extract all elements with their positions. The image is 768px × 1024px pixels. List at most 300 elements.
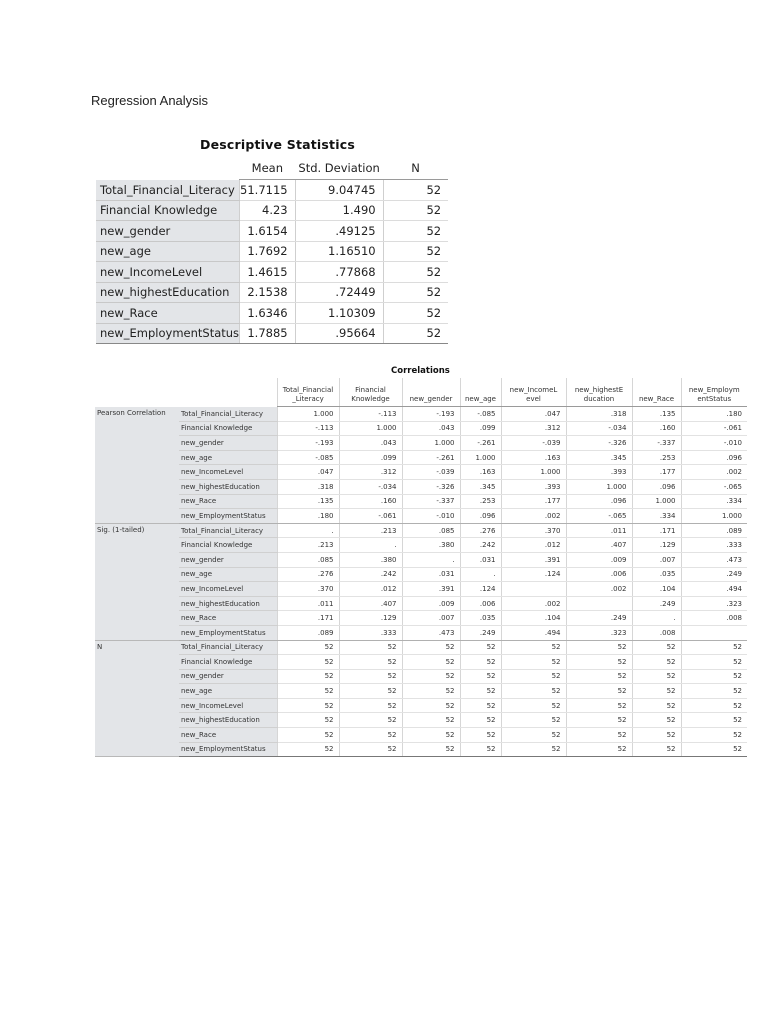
cell-value: .096 <box>460 509 501 524</box>
cell-value: 52 <box>277 698 339 713</box>
cell-value: .242 <box>339 567 402 582</box>
cell-value: .323 <box>566 625 632 640</box>
cell-value: .135 <box>632 407 681 422</box>
cell-value: -.065 <box>566 509 632 524</box>
cell-value: . <box>632 611 681 626</box>
cell-value: .333 <box>339 625 402 640</box>
variable-label: new_highestEducation <box>179 713 277 728</box>
cell-value: 52 <box>402 684 460 699</box>
cell-value: .473 <box>402 625 460 640</box>
cell-value: .249 <box>566 611 632 626</box>
variable-label: Total_Financial_Literacy <box>179 407 277 422</box>
cell-value: 52 <box>339 669 402 684</box>
cell-value: 52 <box>402 742 460 757</box>
cell-value: . <box>460 567 501 582</box>
cell-value: -.326 <box>566 436 632 451</box>
table-row <box>95 698 747 713</box>
cell-value: 52 <box>277 713 339 728</box>
table-row <box>95 407 747 422</box>
variable-label: Financial Knowledge <box>179 655 277 670</box>
mean-value: 1.6346 <box>240 303 296 324</box>
cell-value: .007 <box>402 611 460 626</box>
cell-value: .370 <box>277 582 339 597</box>
cell-value: .334 <box>681 494 747 509</box>
cell-value: .035 <box>632 567 681 582</box>
cell-value: 1.000 <box>501 465 566 480</box>
cell-value: 52 <box>339 728 402 743</box>
table-row <box>95 728 747 743</box>
cell-value: 52 <box>277 742 339 757</box>
cell-value: -.193 <box>277 436 339 451</box>
table-row <box>96 221 448 242</box>
cell-value: .008 <box>681 611 747 626</box>
cell-value: .129 <box>632 538 681 553</box>
n-value: 52 <box>383 221 448 242</box>
cell-value: .160 <box>632 421 681 436</box>
cell-value: .177 <box>632 465 681 480</box>
cell-value: -.085 <box>277 450 339 465</box>
column-header: Total_Financial _Literacy <box>277 378 339 407</box>
descriptive-statistics-table <box>96 157 448 344</box>
cell-value: 52 <box>460 684 501 699</box>
cell-value: .249 <box>681 567 747 582</box>
mean-value: 4.23 <box>240 200 296 221</box>
cell-value: -.065 <box>681 479 747 494</box>
cell-value: .213 <box>277 538 339 553</box>
row-label: new_IncomeLevel <box>96 262 240 283</box>
table-row <box>95 436 747 451</box>
std-deviation-value: .95664 <box>295 323 383 344</box>
cell-value: 52 <box>402 655 460 670</box>
variable-label: new_gender <box>179 552 277 567</box>
cell-value: 52 <box>501 640 566 655</box>
variable-label: new_EmploymentStatus <box>179 625 277 640</box>
table-row <box>95 713 747 728</box>
cell-value: .171 <box>277 611 339 626</box>
mean-value: 1.6154 <box>240 221 296 242</box>
variable-label: new_IncomeLevel <box>179 698 277 713</box>
variable-label: new_gender <box>179 436 277 451</box>
cell-value: .006 <box>566 567 632 582</box>
cell-value: 52 <box>460 669 501 684</box>
cell-value: 52 <box>460 728 501 743</box>
cell-value: 52 <box>460 742 501 757</box>
cell-value: .163 <box>460 465 501 480</box>
row-label: new_highestEducation <box>96 282 240 303</box>
cell-value: .002 <box>566 582 632 597</box>
table-row <box>95 465 747 480</box>
cell-value: .180 <box>277 509 339 524</box>
row-label: new_Race <box>96 303 240 324</box>
std-deviation-value: .77868 <box>295 262 383 283</box>
variable-label: new_EmploymentStatus <box>179 742 277 757</box>
cell-value: .099 <box>339 450 402 465</box>
cell-value: 52 <box>460 640 501 655</box>
cell-value: -.337 <box>402 494 460 509</box>
cell-value: 52 <box>402 640 460 655</box>
cell-value: 52 <box>501 742 566 757</box>
cell-value: .494 <box>681 582 747 597</box>
cell-value: 52 <box>339 684 402 699</box>
cell-value: -.326 <box>402 479 460 494</box>
cell-value: -.061 <box>681 421 747 436</box>
cell-value: 52 <box>566 728 632 743</box>
cell-value: 52 <box>681 669 747 684</box>
table-row <box>95 742 747 757</box>
variable-label: Financial Knowledge <box>179 538 277 553</box>
table-row <box>96 282 448 303</box>
corner-cell <box>96 157 240 180</box>
table-row <box>95 567 747 582</box>
correlations-table <box>95 378 747 757</box>
table-row <box>95 552 747 567</box>
table-row <box>95 655 747 670</box>
cell-value: .213 <box>339 523 402 538</box>
cell-value: .393 <box>501 479 566 494</box>
table-row <box>95 523 747 538</box>
cell-value: .012 <box>501 538 566 553</box>
cell-value: .011 <box>566 523 632 538</box>
table-row <box>95 479 747 494</box>
cell-value: 1.000 <box>566 479 632 494</box>
column-header: new_age <box>460 378 501 407</box>
cell-value: .345 <box>460 479 501 494</box>
variable-label: new_age <box>179 567 277 582</box>
group-label: Sig. (1-tailed) <box>95 523 179 640</box>
row-label: new_gender <box>96 221 240 242</box>
cell-value: .009 <box>402 596 460 611</box>
cell-value: 52 <box>339 655 402 670</box>
cell-value: 52 <box>566 742 632 757</box>
table-row <box>96 323 448 344</box>
column-header: new_Employm entStatus <box>681 378 747 407</box>
cell-value: 52 <box>681 640 747 655</box>
cell-value: -.061 <box>339 509 402 524</box>
cell-value: .163 <box>501 450 566 465</box>
mean-value: 1.7885 <box>240 323 296 344</box>
cell-value: .124 <box>460 582 501 597</box>
cell-value: .323 <box>681 596 747 611</box>
cell-value: .333 <box>681 538 747 553</box>
cell-value: 52 <box>566 655 632 670</box>
cell-value: 52 <box>681 728 747 743</box>
cell-value: .129 <box>339 611 402 626</box>
n-value: 52 <box>383 323 448 344</box>
table-row <box>95 421 747 436</box>
descriptive-statistics-title: Descriptive Statistics <box>200 137 355 152</box>
cell-value: 52 <box>681 684 747 699</box>
cell-value: 52 <box>402 669 460 684</box>
variable-label: new_gender <box>179 669 277 684</box>
row-label: new_age <box>96 241 240 262</box>
cell-value: -.261 <box>402 450 460 465</box>
cell-value: .043 <box>402 421 460 436</box>
cell-value: 52 <box>402 728 460 743</box>
variable-label: new_EmploymentStatus <box>179 509 277 524</box>
variable-label: Total_Financial_Literacy <box>179 523 277 538</box>
cell-value: .006 <box>460 596 501 611</box>
cell-value: 1.000 <box>402 436 460 451</box>
n-value: 52 <box>383 262 448 283</box>
cell-value: 52 <box>566 640 632 655</box>
cell-value: 1.000 <box>681 509 747 524</box>
cell-value: 52 <box>632 728 681 743</box>
cell-value: 52 <box>632 742 681 757</box>
table-row <box>95 582 747 597</box>
cell-value: .008 <box>632 625 681 640</box>
cell-value: 52 <box>566 669 632 684</box>
cell-value: 52 <box>632 640 681 655</box>
table-row <box>95 538 747 553</box>
cell-value: .135 <box>277 494 339 509</box>
cell-value: 1.000 <box>277 407 339 422</box>
cell-value: .002 <box>501 596 566 611</box>
cell-value: .407 <box>566 538 632 553</box>
variable-label: new_IncomeLevel <box>179 465 277 480</box>
cell-value: 52 <box>339 742 402 757</box>
row-label: Total_Financial_Literacy <box>96 180 240 201</box>
cell-value: . <box>402 552 460 567</box>
cell-value: 52 <box>402 713 460 728</box>
cell-value: 52 <box>681 698 747 713</box>
cell-value: .085 <box>402 523 460 538</box>
table-row <box>95 625 747 640</box>
table-row <box>95 450 747 465</box>
std-deviation-value: 1.490 <box>295 200 383 221</box>
std-deviation-value: .72449 <box>295 282 383 303</box>
cell-value: .089 <box>277 625 339 640</box>
cell-value: 52 <box>277 684 339 699</box>
column-header-mean: Mean <box>240 157 296 180</box>
corner-cell-group <box>95 378 179 407</box>
std-deviation-value: .49125 <box>295 221 383 242</box>
cell-value: 52 <box>501 669 566 684</box>
cell-value: -.193 <box>402 407 460 422</box>
cell-value: .160 <box>339 494 402 509</box>
cell-value: .047 <box>501 407 566 422</box>
cell-value: .380 <box>402 538 460 553</box>
group-label: N <box>95 640 179 757</box>
cell-value: -.085 <box>460 407 501 422</box>
variable-label: new_age <box>179 450 277 465</box>
cell-value: .249 <box>632 596 681 611</box>
variable-label: new_highestEducation <box>179 596 277 611</box>
cell-value: .099 <box>460 421 501 436</box>
cell-value: 52 <box>460 655 501 670</box>
document-heading: Regression Analysis <box>91 93 209 108</box>
cell-value: .047 <box>277 465 339 480</box>
mean-value: 1.4615 <box>240 262 296 283</box>
cell-value: 1.000 <box>339 421 402 436</box>
cell-value: .345 <box>566 450 632 465</box>
cell-value: 52 <box>566 713 632 728</box>
variable-label: Total_Financial_Literacy <box>179 640 277 655</box>
cell-value: .370 <box>501 523 566 538</box>
column-header-n: N <box>383 157 448 180</box>
cell-value: .180 <box>681 407 747 422</box>
cell-value: 52 <box>681 655 747 670</box>
variable-label: new_Race <box>179 728 277 743</box>
cell-value: .253 <box>460 494 501 509</box>
correlations-title: Correlations <box>391 366 450 376</box>
cell-value: -.034 <box>566 421 632 436</box>
table-row <box>96 200 448 221</box>
cell-value: .391 <box>402 582 460 597</box>
variable-label: new_Race <box>179 494 277 509</box>
cell-value: .407 <box>339 596 402 611</box>
n-value: 52 <box>383 241 448 262</box>
cell-value: .002 <box>501 509 566 524</box>
cell-value: -.010 <box>402 509 460 524</box>
variable-label: new_IncomeLevel <box>179 582 277 597</box>
cell-value <box>681 625 747 640</box>
cell-value <box>501 582 566 597</box>
cell-value: .124 <box>501 567 566 582</box>
n-value: 52 <box>383 282 448 303</box>
cell-value: .318 <box>277 479 339 494</box>
cell-value: -.039 <box>501 436 566 451</box>
table-row <box>96 303 448 324</box>
variable-label: new_Race <box>179 611 277 626</box>
cell-value: .171 <box>632 523 681 538</box>
cell-value: 52 <box>339 713 402 728</box>
corner-cell-variable <box>179 378 277 407</box>
table-row <box>95 494 747 509</box>
cell-value: 52 <box>632 684 681 699</box>
column-header-std-deviation: Std. Deviation <box>295 157 383 180</box>
cell-value: .253 <box>632 450 681 465</box>
cell-value: .011 <box>277 596 339 611</box>
cell-value: 52 <box>632 698 681 713</box>
cell-value: 52 <box>277 640 339 655</box>
cell-value: .276 <box>277 567 339 582</box>
cell-value: .312 <box>501 421 566 436</box>
cell-value: -.261 <box>460 436 501 451</box>
group-label: Pearson Correlation <box>95 407 179 524</box>
cell-value: 52 <box>501 698 566 713</box>
table-row <box>95 669 747 684</box>
cell-value: 52 <box>566 684 632 699</box>
mean-value: 2.1538 <box>240 282 296 303</box>
variable-label: Financial Knowledge <box>179 421 277 436</box>
mean-value: 1.7692 <box>240 241 296 262</box>
table-row <box>96 262 448 283</box>
cell-value: .096 <box>566 494 632 509</box>
n-value: 52 <box>383 303 448 324</box>
cell-value: . <box>339 538 402 553</box>
cell-value: 52 <box>632 655 681 670</box>
std-deviation-value: 1.16510 <box>295 241 383 262</box>
cell-value: 52 <box>501 684 566 699</box>
variable-label: new_age <box>179 684 277 699</box>
cell-value: 52 <box>402 698 460 713</box>
cell-value: 52 <box>566 698 632 713</box>
cell-value: .393 <box>566 465 632 480</box>
cell-value: .043 <box>339 436 402 451</box>
mean-value: 51.7115 <box>240 180 296 201</box>
n-value: 52 <box>383 180 448 201</box>
column-header: new_IncomeL evel <box>501 378 566 407</box>
cell-value: 52 <box>277 655 339 670</box>
cell-value: 52 <box>501 728 566 743</box>
column-header: Financial Knowledge <box>339 378 402 407</box>
cell-value <box>566 596 632 611</box>
cell-value: 52 <box>681 742 747 757</box>
table-row <box>96 241 448 262</box>
column-header: new_Race <box>632 378 681 407</box>
std-deviation-value: 1.10309 <box>295 303 383 324</box>
cell-value: .249 <box>460 625 501 640</box>
table-row <box>95 509 747 524</box>
cell-value: .104 <box>632 582 681 597</box>
table-row <box>95 684 747 699</box>
n-value: 52 <box>383 200 448 221</box>
cell-value: .473 <box>681 552 747 567</box>
cell-value: . <box>277 523 339 538</box>
cell-value: -.337 <box>632 436 681 451</box>
cell-value: 52 <box>632 669 681 684</box>
cell-value: .276 <box>460 523 501 538</box>
cell-value: .334 <box>632 509 681 524</box>
cell-value: .009 <box>566 552 632 567</box>
cell-value: .242 <box>460 538 501 553</box>
cell-value: 1.000 <box>460 450 501 465</box>
cell-value: 52 <box>277 669 339 684</box>
cell-value: -.010 <box>681 436 747 451</box>
cell-value: .007 <box>632 552 681 567</box>
cell-value: 52 <box>277 728 339 743</box>
table-row <box>95 611 747 626</box>
cell-value: .494 <box>501 625 566 640</box>
cell-value: .318 <box>566 407 632 422</box>
cell-value: -.039 <box>402 465 460 480</box>
cell-value: .312 <box>339 465 402 480</box>
cell-value: .031 <box>460 552 501 567</box>
cell-value: .035 <box>460 611 501 626</box>
variable-label: new_highestEducation <box>179 479 277 494</box>
cell-value: 52 <box>501 655 566 670</box>
cell-value: 52 <box>460 698 501 713</box>
cell-value: -.034 <box>339 479 402 494</box>
cell-value: .104 <box>501 611 566 626</box>
cell-value: .031 <box>402 567 460 582</box>
cell-value: .096 <box>632 479 681 494</box>
table-row <box>96 180 448 201</box>
column-header: new_highestE ducation <box>566 378 632 407</box>
std-deviation-value: 9.04745 <box>295 180 383 201</box>
cell-value: 1.000 <box>632 494 681 509</box>
cell-value: .177 <box>501 494 566 509</box>
cell-value: 52 <box>501 713 566 728</box>
cell-value: .380 <box>339 552 402 567</box>
column-header: new_gender <box>402 378 460 407</box>
cell-value: .096 <box>681 450 747 465</box>
cell-value: .012 <box>339 582 402 597</box>
cell-value: .089 <box>681 523 747 538</box>
cell-value: 52 <box>460 713 501 728</box>
cell-value: .085 <box>277 552 339 567</box>
row-label: new_EmploymentStatus <box>96 323 240 344</box>
cell-value: -.113 <box>277 421 339 436</box>
row-label: Financial Knowledge <box>96 200 240 221</box>
table-row <box>95 596 747 611</box>
cell-value: -.113 <box>339 407 402 422</box>
cell-value: .002 <box>681 465 747 480</box>
cell-value: 52 <box>339 698 402 713</box>
cell-value: 52 <box>632 713 681 728</box>
table-row <box>95 640 747 655</box>
cell-value: .391 <box>501 552 566 567</box>
